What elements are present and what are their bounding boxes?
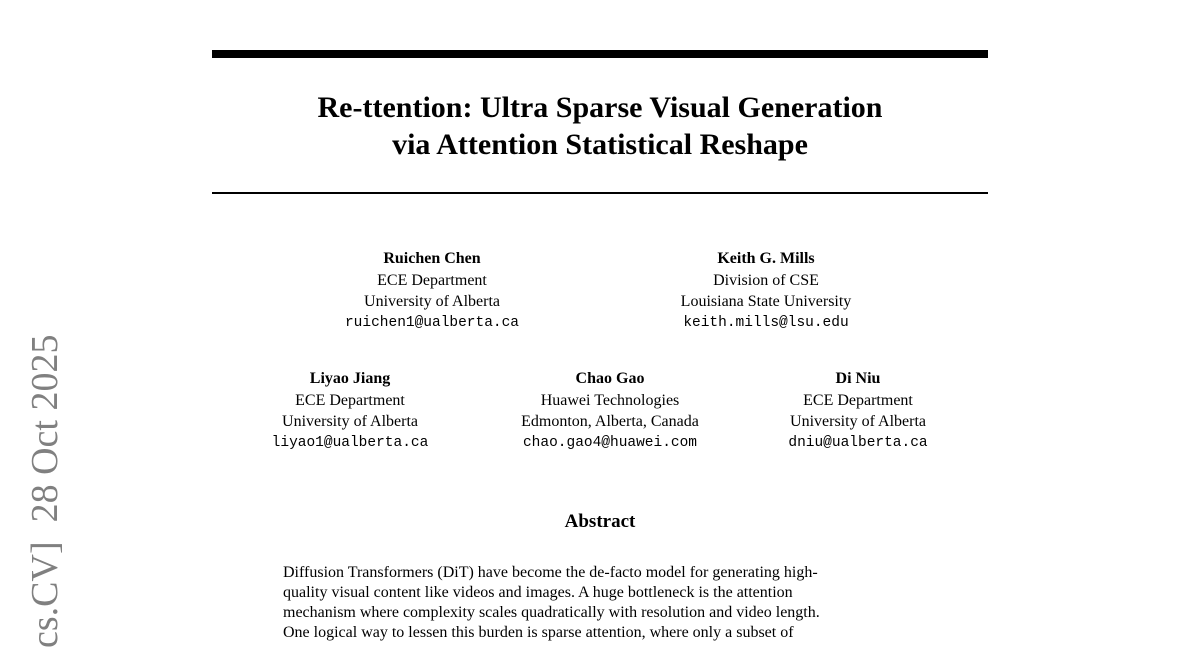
author-institution: University of Alberta: [790, 413, 926, 430]
abstract-heading: Abstract: [564, 511, 636, 532]
author-institution: Louisiana State University: [680, 293, 852, 310]
author-name: Keith G. Mills: [717, 250, 815, 267]
abstract-line: One logical way to lessen this burden is sparse attention, where only a subset of: [283, 624, 794, 641]
author-email: dniu@ualberta.ca: [788, 434, 928, 451]
author-block: [490, 368, 730, 454]
author-affiliation: Division of CSE: [713, 271, 819, 289]
author-institution: University of Alberta: [364, 293, 500, 310]
title-rule: [212, 192, 988, 194]
author-name: Liyao Jiang: [309, 370, 391, 387]
author-block: [240, 368, 460, 454]
arxiv-stamp: cs.CV] 28 Oct 2025: [24, 334, 66, 648]
author-email: chao.gao4@huawei.com: [522, 434, 698, 451]
author-email: ruichen1@ualberta.ca: [344, 314, 520, 331]
author-block: [312, 248, 552, 334]
abstract-line: quality visual content like videos and images. A huge bottleneck is the attention: [283, 584, 793, 601]
author-institution: University of Alberta: [282, 413, 418, 430]
author-name: Chao Gao: [575, 370, 645, 387]
author-affiliation: ECE Department: [803, 391, 913, 409]
abstract-body: [283, 563, 923, 643]
author-email: liyao1@ualberta.ca: [271, 434, 429, 451]
author-name: Ruichen Chen: [383, 250, 481, 267]
title-line: Re-ttention: Ultra Sparse Visual Generation: [317, 91, 883, 124]
author-block: [748, 368, 968, 454]
author-name: Di Niu: [835, 370, 881, 387]
title-line: via Attention Statistical Reshape: [392, 128, 808, 161]
author-affiliation: ECE Department: [295, 391, 405, 409]
abstract-line: Diffusion Transformers (DiT) have become the de-facto model for generating high-: [283, 564, 818, 581]
author-institution: Edmonton, Alberta, Canada: [521, 413, 699, 430]
author-email: keith.mills@lsu.edu: [683, 314, 849, 331]
author-affiliation: ECE Department: [377, 271, 487, 289]
author-block: [646, 248, 886, 334]
paper-title: [212, 89, 988, 163]
author-affiliation: Huawei Technologies: [540, 391, 680, 409]
abstract-line: mechanism where complexity scales quadratically with resolution and video length.: [283, 604, 820, 621]
top-rule: [212, 50, 988, 58]
